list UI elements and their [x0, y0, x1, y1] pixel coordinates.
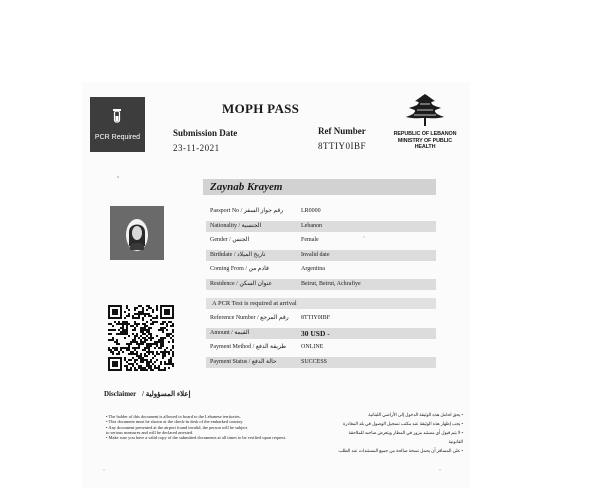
field-value: ONLINE — [301, 344, 324, 351]
field-row — [206, 357, 436, 368]
disclaimer-line: to serious measures and will be declared arrested. — [106, 429, 194, 435]
field-value: LR0000 — [301, 208, 321, 214]
field-value: Invalid date — [301, 251, 330, 258]
disclaimer-title: Disclaimer — [104, 390, 137, 398]
avatar-icon — [110, 206, 164, 260]
field-row — [206, 235, 436, 246]
field-label: Nationality / الجنسية — [210, 222, 262, 229]
field-value: 30 USD - — [301, 328, 330, 338]
field-row — [206, 342, 436, 353]
field-label: Coming From / قادم من — [210, 266, 269, 273]
disclaimer-line: • The holder of this document is allowed to board to the Lebanese territories. — [106, 414, 241, 419]
ministry-logo — [392, 92, 458, 152]
field-value: Lebanon — [301, 222, 322, 229]
field-value: Female — [301, 237, 319, 244]
disclaimer-line: • لا يتم قبول أي مستند مزور في المطار ويتعرض صاحبه للملاحقة القانونية — [348, 430, 463, 444]
pcr-required-badge — [90, 97, 145, 152]
field-value: 8TTIY0IBF — [301, 315, 330, 321]
submission-date-value: 23-11-2021 — [173, 143, 220, 153]
field-label: Gender / الجنس — [210, 237, 250, 244]
field-row — [206, 279, 436, 290]
person-name: Zaynab Krayem — [210, 181, 283, 193]
disclaimer-line: • Any document presented at the airport found invalid, the person will be subject — [106, 424, 248, 430]
field-label: Birthdate / تاريخ الميلاد — [210, 251, 266, 258]
field-row — [206, 250, 436, 261]
qr-code — [108, 305, 174, 371]
pcr-notice-text: A PCR Test is required at arrival — [212, 300, 297, 307]
disclaimer-english — [106, 414, 296, 440]
field-value: Beirut, Beirut, Achrafiye — [301, 281, 361, 287]
disclaimer-line: • This document must be shown at the check-in desk of the embarked country. — [106, 419, 244, 425]
person-photo — [110, 206, 164, 260]
field-label: Residence / عنوان السكن — [210, 281, 273, 287]
field-label: Payment Method / طريقة الدفع — [210, 344, 287, 351]
logo-line-1: REPUBLIC OF LEBANON — [393, 131, 457, 137]
field-row — [206, 264, 436, 275]
field-row — [206, 206, 436, 217]
field-label: Payment Status / حالة الدفع — [210, 358, 277, 365]
pcr-notice — [206, 298, 436, 309]
submission-date-label: Submission Date — [173, 128, 238, 138]
field-row — [206, 328, 436, 339]
test-tube-icon — [112, 109, 122, 123]
pcr-required-label: PCR Required — [94, 134, 141, 141]
disclaimer-line: • يجب إظهار هذه الوثيقة عند مكتب تسجيل الوصول في بلد المغادرة — [342, 421, 463, 426]
disclaimer-line: • يحق لحامل هذه الوثيقة الدخول إلى الأراضي اللبنانية — [368, 412, 463, 417]
field-row — [206, 313, 436, 324]
field-label: Reference Number / رقم المرجع — [210, 315, 289, 321]
disclaimer-line: • على المسافر أن يحمل نسخة صالحة من جميع المستندات عند الطلب — [338, 448, 463, 453]
field-value: Argentina — [301, 266, 325, 273]
disclaimer-line: • Make sure you have a valid copy of the submitted documents at all times to be verified upon request. — [106, 435, 287, 441]
field-row — [206, 221, 436, 232]
logo-line-2: MINISTRY OF PUBLIC HEALTH — [397, 138, 453, 150]
disclaimer-title-arabic: / إعلاء المسؤولية — [142, 390, 191, 398]
page-title: MOPH PASS — [222, 101, 300, 116]
field-label: Amount / القيمة — [210, 329, 250, 336]
disclaimer-arabic — [335, 410, 463, 455]
cedar-tree-icon — [405, 92, 445, 128]
ref-number-label: Ref Number — [318, 126, 366, 136]
field-value: SUCCESS — [301, 358, 328, 365]
field-label: Passport No / رقم جواز السفر — [210, 208, 284, 214]
ref-number-value: 8TTIY0IBF — [318, 141, 366, 151]
